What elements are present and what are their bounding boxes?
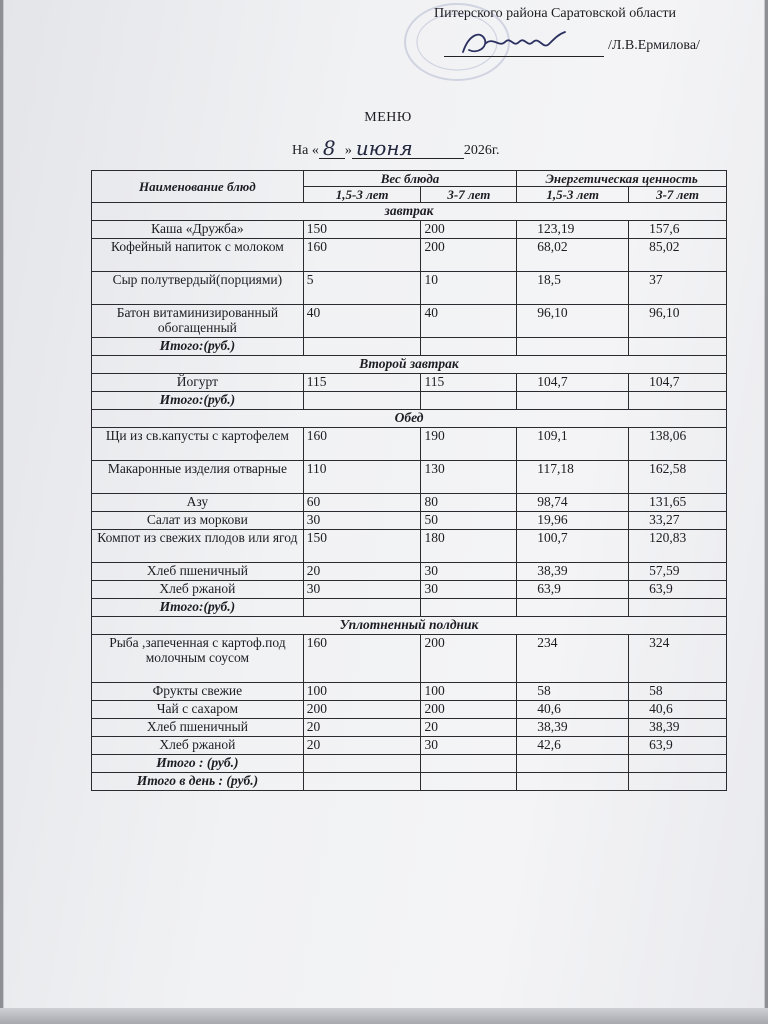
section-row <box>92 410 727 428</box>
col-energy-header: Энергетическая ценность <box>517 171 727 187</box>
energy-age1: 123,19 <box>517 221 629 239</box>
dish-name: Салат из моркови <box>92 512 304 530</box>
weight-age1: 30 <box>303 581 421 599</box>
section-row <box>92 203 727 221</box>
day-total-label: Итого в день : (руб.) <box>92 773 304 791</box>
table-row <box>92 635 727 683</box>
energy-age2: 63,9 <box>629 581 727 599</box>
table-row <box>92 530 727 563</box>
total-row <box>92 599 727 617</box>
weight-age2: 30 <box>421 563 517 581</box>
day-total-cell <box>303 773 421 791</box>
table-row <box>92 701 727 719</box>
section-title: Второй завтрак <box>92 356 727 374</box>
date-mid: » <box>344 143 352 158</box>
total-cell <box>517 755 629 773</box>
energy-age1: 18,5 <box>517 272 629 305</box>
date-prefix: На « <box>292 143 319 158</box>
weight-age2: 20 <box>421 719 517 737</box>
energy-age2: 131,65 <box>629 494 727 512</box>
dish-name: Йогурт <box>92 374 304 392</box>
energy-age1: 117,18 <box>517 461 629 494</box>
weight-age1: 200 <box>303 701 421 719</box>
dish-name: Щи из св.капусты с картофелем <box>92 428 304 461</box>
total-row <box>92 755 727 773</box>
weight-age2: 190 <box>421 428 517 461</box>
col-name-header: Наименование блюд <box>92 171 304 203</box>
weight-age1: 60 <box>303 494 421 512</box>
weight-age1: 100 <box>303 683 421 701</box>
day-total-row <box>92 773 727 791</box>
weight-age2: 30 <box>421 737 517 755</box>
weight-age2: 80 <box>421 494 517 512</box>
dish-name: Макаронные изделия отварные <box>92 461 304 494</box>
page-title: МЕНЮ <box>364 110 412 125</box>
dish-name: Хлеб пшеничный <box>92 719 304 737</box>
energy-age2: 120,83 <box>629 530 727 563</box>
table-row <box>92 581 727 599</box>
weight-age2: 30 <box>421 581 517 599</box>
energy-age1: 234 <box>517 635 629 683</box>
day-total-cell <box>421 773 517 791</box>
total-label: Итого:(руб.) <box>92 338 304 356</box>
energy-age2: 33,27 <box>629 512 727 530</box>
signatory-name: /Л.В.Ермилова/ <box>608 38 700 53</box>
energy-age2: 162,58 <box>629 461 727 494</box>
energy-age1: 19,96 <box>517 512 629 530</box>
energy-age2: 63,9 <box>629 737 727 755</box>
energy-age1: 109,1 <box>517 428 629 461</box>
total-cell <box>629 392 727 410</box>
energy-age1: 98,74 <box>517 494 629 512</box>
dish-name: Хлеб ржаной <box>92 581 304 599</box>
date-day-blank <box>319 136 345 160</box>
col-weight-header: Вес блюда <box>303 171 516 187</box>
total-cell <box>303 599 421 617</box>
date-day: 8 <box>322 136 336 160</box>
total-cell <box>629 338 727 356</box>
section-title: Обед <box>92 410 727 428</box>
table-row <box>92 374 727 392</box>
total-cell <box>303 392 421 410</box>
col-energy-age2: 3-7 лет <box>629 187 727 203</box>
organization-line: Питерского района Саратовской области <box>434 6 677 21</box>
energy-age2: 138,06 <box>629 428 727 461</box>
total-cell <box>629 599 727 617</box>
dish-name: Чай с сахаром <box>92 701 304 719</box>
weight-age2: 100 <box>421 683 517 701</box>
table-row <box>92 512 727 530</box>
dish-name: Рыба ,запеченная с картоф.под молочным соусом <box>92 635 304 683</box>
total-cell <box>303 338 421 356</box>
total-cell <box>421 338 517 356</box>
dish-name: Компот из свежих плодов или ягод <box>92 530 304 563</box>
table-row <box>92 737 727 755</box>
weight-age2: 115 <box>421 374 517 392</box>
total-label: Итого : (руб.) <box>92 755 304 773</box>
col-energy-age1: 1,5-3 лет <box>517 187 629 203</box>
total-label: Итого:(руб.) <box>92 599 304 617</box>
total-cell <box>629 755 727 773</box>
weight-age2: 130 <box>421 461 517 494</box>
date-month-blank <box>352 136 464 160</box>
total-cell <box>421 755 517 773</box>
table-row <box>92 239 727 272</box>
dish-name: Батон витаминизированный обогащенный <box>92 305 304 338</box>
weight-age2: 180 <box>421 530 517 563</box>
weight-age1: 160 <box>303 239 421 272</box>
weight-age2: 40 <box>421 305 517 338</box>
table-row <box>92 719 727 737</box>
dish-name: Азу <box>92 494 304 512</box>
total-cell <box>421 392 517 410</box>
section-row <box>92 617 727 635</box>
col-weight-age2: 3-7 лет <box>421 187 517 203</box>
table-body <box>92 203 727 791</box>
energy-age1: 104,7 <box>517 374 629 392</box>
date-suffix: 2026г. <box>463 143 500 158</box>
table-row <box>92 683 727 701</box>
day-total-cell <box>629 773 727 791</box>
total-cell <box>517 392 629 410</box>
weight-age1: 40 <box>303 305 421 338</box>
energy-age1: 38,39 <box>517 563 629 581</box>
energy-age1: 42,6 <box>517 737 629 755</box>
energy-age1: 63,9 <box>517 581 629 599</box>
energy-age1: 68,02 <box>517 239 629 272</box>
table-row <box>92 428 727 461</box>
weight-age2: 10 <box>421 272 517 305</box>
dish-name: Хлеб ржаной <box>92 737 304 755</box>
weight-age1: 115 <box>303 374 421 392</box>
total-row <box>92 338 727 356</box>
energy-age1: 96,10 <box>517 305 629 338</box>
total-label: Итого:(руб.) <box>92 392 304 410</box>
table-row <box>92 563 727 581</box>
paper-stack-edge <box>0 1008 768 1024</box>
energy-age2: 58 <box>629 683 727 701</box>
table-row <box>92 221 727 239</box>
weight-age1: 20 <box>303 737 421 755</box>
menu-table <box>91 170 727 791</box>
energy-age2: 157,6 <box>629 221 727 239</box>
dish-name: Кофейный напиток с молоком <box>92 239 304 272</box>
table-header <box>92 171 727 203</box>
weight-age1: 20 <box>303 719 421 737</box>
dish-name: Каша «Дружба» <box>92 221 304 239</box>
weight-age1: 20 <box>303 563 421 581</box>
total-row <box>92 392 727 410</box>
table-row <box>92 461 727 494</box>
energy-age1: 100,7 <box>517 530 629 563</box>
weight-age2: 200 <box>421 635 517 683</box>
section-title: Уплотненный полдник <box>92 617 727 635</box>
total-cell <box>421 599 517 617</box>
weight-age1: 160 <box>303 635 421 683</box>
dish-name: Сыр полутвердый(порциями) <box>92 272 304 305</box>
weight-age1: 5 <box>303 272 421 305</box>
table-row <box>92 494 727 512</box>
weight-age2: 200 <box>421 701 517 719</box>
weight-age2: 200 <box>421 239 517 272</box>
handwritten-signature-icon <box>459 26 569 62</box>
date-line <box>292 136 500 160</box>
weight-age2: 200 <box>421 221 517 239</box>
date-month: июня <box>355 136 413 160</box>
energy-age2: 324 <box>629 635 727 683</box>
table-row <box>92 272 727 305</box>
total-cell <box>517 338 629 356</box>
total-cell <box>303 755 421 773</box>
energy-age2: 37 <box>629 272 727 305</box>
energy-age2: 85,02 <box>629 239 727 272</box>
weight-age1: 110 <box>303 461 421 494</box>
energy-age1: 40,6 <box>517 701 629 719</box>
energy-age2: 40,6 <box>629 701 727 719</box>
energy-age2: 96,10 <box>629 305 727 338</box>
dish-name: Фрукты свежие <box>92 683 304 701</box>
day-total-cell <box>517 773 629 791</box>
section-row <box>92 356 727 374</box>
energy-age1: 58 <box>517 683 629 701</box>
section-title: завтрак <box>92 203 727 221</box>
col-weight-age1: 1,5-3 лет <box>303 187 421 203</box>
dish-name: Хлеб пшеничный <box>92 563 304 581</box>
total-cell <box>517 599 629 617</box>
table-row <box>92 305 727 338</box>
energy-age2: 104,7 <box>629 374 727 392</box>
energy-age1: 38,39 <box>517 719 629 737</box>
weight-age1: 150 <box>303 530 421 563</box>
energy-age2: 38,39 <box>629 719 727 737</box>
document-sheet <box>4 0 764 1010</box>
energy-age2: 57,59 <box>629 563 727 581</box>
weight-age1: 150 <box>303 221 421 239</box>
weight-age1: 160 <box>303 428 421 461</box>
weight-age1: 30 <box>303 512 421 530</box>
weight-age2: 50 <box>421 512 517 530</box>
